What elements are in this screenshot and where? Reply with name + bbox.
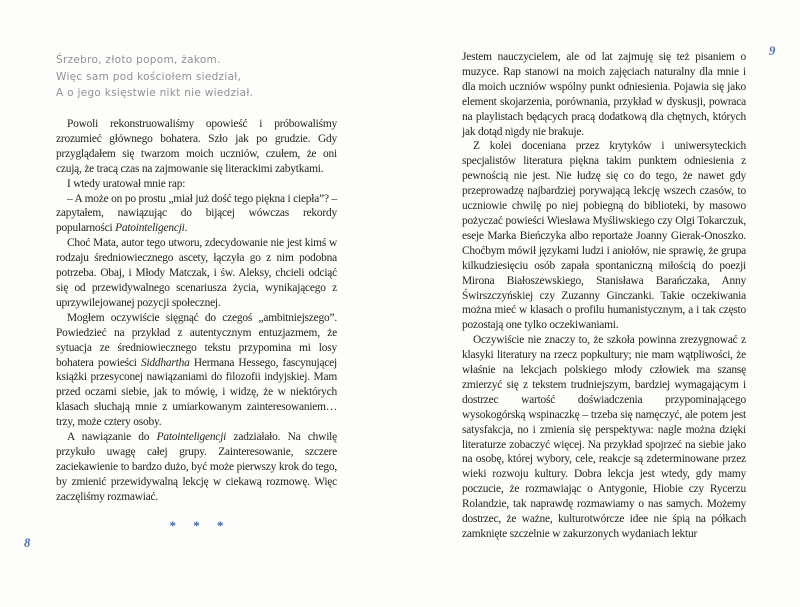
paragraph (462, 50, 746, 139)
text-run: A nawiązanie do (67, 431, 157, 444)
epigraph-line: Więc sam pod kościołem siedział, (56, 70, 242, 83)
paragraph (56, 311, 337, 430)
left-page-body (56, 117, 337, 533)
right-page (400, 0, 800, 607)
paragraph (462, 333, 746, 542)
italic-text-run: Patointeligencji (115, 222, 185, 235)
italic-text-run: Siddhartha (140, 356, 190, 369)
text-run: Jestem nauczycielem, ale od lat zajmuję się też pisaniem o muzyce. Rap stanowi na moich zajęciach naturalny dla mnie i dla moich uczniów wspólny punkt odniesienia. Pojawia się jako element skojarzenia, porównania, przykład w dyskusji, powraca na playlistach będących pracą dodatkową dla chętnych, których jak dotąd nigdy nie brakuje. (462, 51, 746, 138)
paragraph (56, 192, 337, 237)
section-separator: * * * (169, 517, 231, 533)
paragraph (56, 430, 337, 505)
text-run: Powoli rekonstruowaliśmy opowieść i próbowaliśmy zrozumieć głównego bohatera. Szło jak po grudzie. Gdy przyglądałem się twarzom moich uczniów, czułem, że oni czują, że tracą czas na zajmowanie się literackimi zabytkami. (56, 118, 337, 175)
text-run: . (184, 222, 188, 235)
text-run: Choć Mata, autor tego utworu, zdecydowanie nie jest kimś w rodzaju średniowiecznego ascety, łączyła go z nim podobna potrzeba. Obaj, i Młody Matczak, i św. Aleksy, chcieli odciąć się od przewidywalnego scenariusza życia, wynikającego z uprzywilejowanej pozycji społecznej. (56, 237, 337, 309)
text-run: zadziałało. Na chwilę przykuło uwagę całej grupy. Zainteresowanie, szczere zaciekawienie to bardzo dużo, być może pierwszy krok do tego, by zmienić przewidywalną lekcję w ciekawą rozmowę. Więc zaczęliśmy rozmawiać. (56, 431, 337, 503)
epigraph-line: A o jego księstwie nikt nie wiedział. (56, 87, 254, 99)
page-number-left: 8 (24, 536, 31, 550)
text-run: Mogłem oczywiście sięgnąć do czegoś „ambitniejszego”. Powiedzieć na przykład z autentycznym entuzjazmem, że sytuacja ze średniowiecznego tekstu przypomina mi losy bohatera powieści (56, 311, 337, 369)
epigraph (56, 52, 356, 102)
text-run: I wtedy uratował mnie rap: (67, 177, 186, 190)
text-run: Z kolei doceniana przez krytyków i uniwersyteckich specjalistów literatura piękna takim punktem odniesienia z pewnością nie jest. Nie łudzę się co do tego, że nawet gdy przeprowadzę najbardziej porywającą lekcję wszech czasów, to uczniowie chwilę po niej pobiegną do biblioteki, by masowo pożyczać powieści Wiesława Myśliwskiego czy Olgi Tokarczuk, eseje Marka Bieńczyka albo reportaże Joanny Gierak-Onoszko. Choćbym mówił językami ludzi i aniołów, nie sprawię, że grupa kilkudziesięciu osób zapała spontaniczną miłością do poezji Mirona Białoszewskiego, Stanisława Barańczaka, Anny Świrszczyńskiej czy Zuzanny Ginczanki. Takie oczekiwania można mieć w klasach o profilu humanistycznym, a i tak często pozostają one tylko oczekiwaniami. (462, 140, 746, 332)
paragraph (462, 139, 746, 333)
right-page-body (462, 50, 746, 542)
paragraph (56, 177, 337, 192)
italic-text-run: Patointeligencji (156, 431, 227, 444)
text-run: – A może on po prostu „miał już dość tego piękna i ciepła”? – zapytałem, nawiązując do bijącej wówczas rekordy popularności (56, 192, 337, 235)
paragraph (56, 236, 337, 311)
epigraph-line: Śrzebro, złoto popom, żakom. (56, 54, 221, 66)
page-number-right: 9 (769, 44, 776, 58)
paragraph (56, 117, 337, 177)
text-run: Oczywiście nie znaczy to, że szkoła powinna zrezygnować z klasyki literatury na rzecz popkultury; nie mam wątpliwości, że właśnie na lekcjach polskiego młody człowiek ma szansę zmierzyć się z tekstem trudniejszym, bardziej wymagającym i dostrzec wartość doświadczenia przypominającego wysokogórską wspinaczkę – trzeba się namęczyć, ale potem jest satysfakcja, no i zmienia się perspektywa: nagle można dzięki literaturze zobaczyć więcej. Na przykład spojrzeć na siebie jako na osobę, której wybory, cele, reakcje są zdeterminowane przez wieki rozwoju kultury. Dobra lekcja jest wtedy, gdy mamy poczucie, że rozmawiając o Antygonie, Hiobie czy Rycerzu Rolandzie, tak naprawdę rozmawiamy o nas samych. Możemy dostrzec, że ważne, kulturotwórcze idee nie śpią na półkach zamknięte szczelnie w zakurzonych wydaniach lektur (462, 334, 746, 540)
text-run: Hermana Hessego, fascynującej książki przesyconej nawiązaniami do filozofii indyjskiej. Mam przed oczami siebie, jak to mówię, i widzę, że w niektórych klasach słuchają mnie z umiarkowanym zainteresowaniem… trzy, może cztery osoby. (56, 356, 337, 429)
